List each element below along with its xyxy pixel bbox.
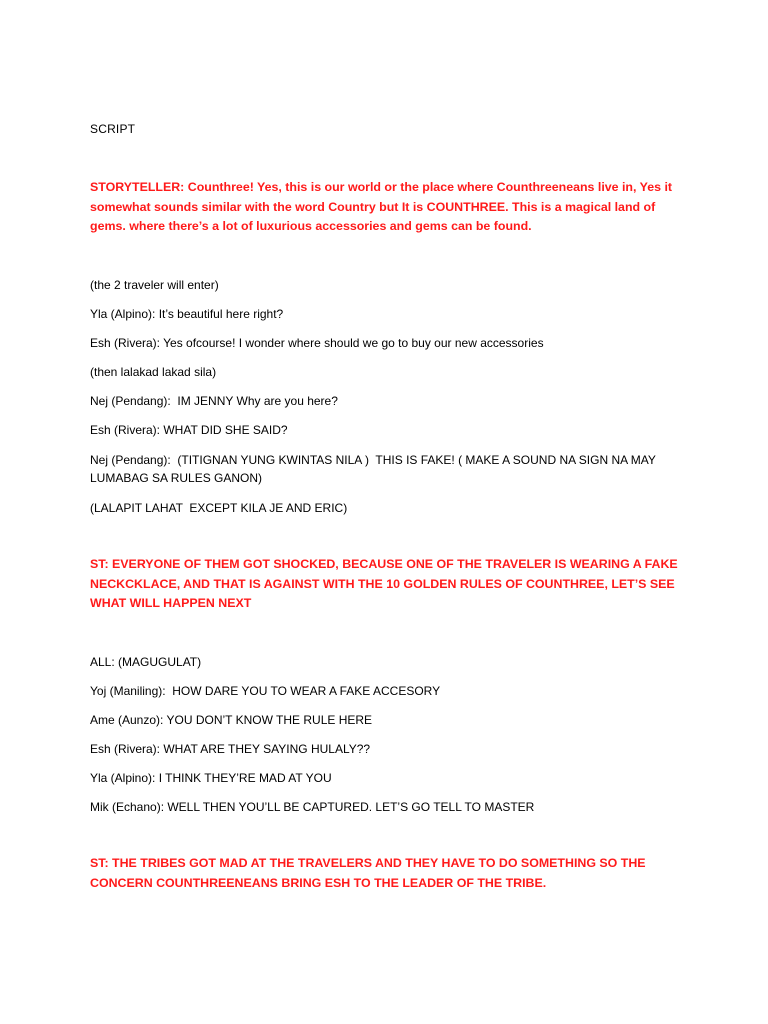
dialogue-line: (then lalakad lakad sila): [90, 365, 217, 379]
dialogue-line: Yla (Alpino): It’s beautiful here right?: [90, 307, 284, 321]
dialogue-line: ALL: (MAGUGULAT): [90, 655, 202, 669]
dialogue-line: (LALAPIT LAHAT EXCEPT KILA JE AND ERIC): [90, 501, 348, 515]
dialogue-line: (the 2 traveler will enter): [90, 278, 219, 292]
dialogue-line: Ame (Aunzo): YOU DON’T KNOW THE RULE HERE: [90, 713, 373, 727]
dialogue-line: Nej (Pendang): (TITIGNAN YUNG KWINTAS NILA ) THIS IS FAKE! ( MAKE A SOUND NA SIGN NA MAY LUMABAG SA RULES GANON): [90, 453, 660, 485]
dialogue-line: Esh (Rivera): Yes ofcourse! I wonder where should we go to buy our new accessories: [90, 336, 544, 350]
storyteller-intro: STORYTELLER: Counthree! Yes, this is our world or the place where Counthreeneans live in, Yes it somewhat sounds similar with the word Country but It is COUNTHREE. This is a magical land of gems. where there’s a lot of luxurious accessories and gems can be found.: [90, 180, 673, 233]
dialogue-line: Esh (Rivera): WHAT DID SHE SAID?: [90, 423, 288, 437]
dialogue-line: Nej (Pendang): IM JENNY Why are you here?: [90, 394, 338, 408]
dialogue-line: Mik (Echano): WELL THEN YOU’LL BE CAPTURED. LET’S GO TELL TO MASTER: [90, 800, 535, 814]
document-title: SCRIPT: [90, 122, 136, 136]
dialogue-line: Esh (Rivera): WHAT ARE THEY SAYING HULALY??: [90, 742, 371, 756]
dialogue-line: Yoj (Maniling): HOW DARE YOU TO WEAR A FAKE ACCESORY: [90, 684, 441, 698]
storyteller-narration: ST: EVERYONE OF THEM GOT SHOCKED, BECAUSE ONE OF THE TRAVELER IS WEARING A FAKE NECKCKLACE, AND THAT IS AGAINST WITH THE 10 GOLDEN RULES OF COUNTHREE, LET’S SEE WHAT WILL HAPPEN NEXT: [90, 557, 678, 610]
dialogue-line: Yla (Alpino): I THINK THEY’RE MAD AT YOU: [90, 771, 332, 785]
storyteller-narration: ST: THE TRIBES GOT MAD AT THE TRAVELERS AND THEY HAVE TO DO SOMETHING SO THE CONCERN COUNTHREENEANS BRING ESH TO THE LEADER OF THE TRIBE.: [90, 856, 646, 890]
